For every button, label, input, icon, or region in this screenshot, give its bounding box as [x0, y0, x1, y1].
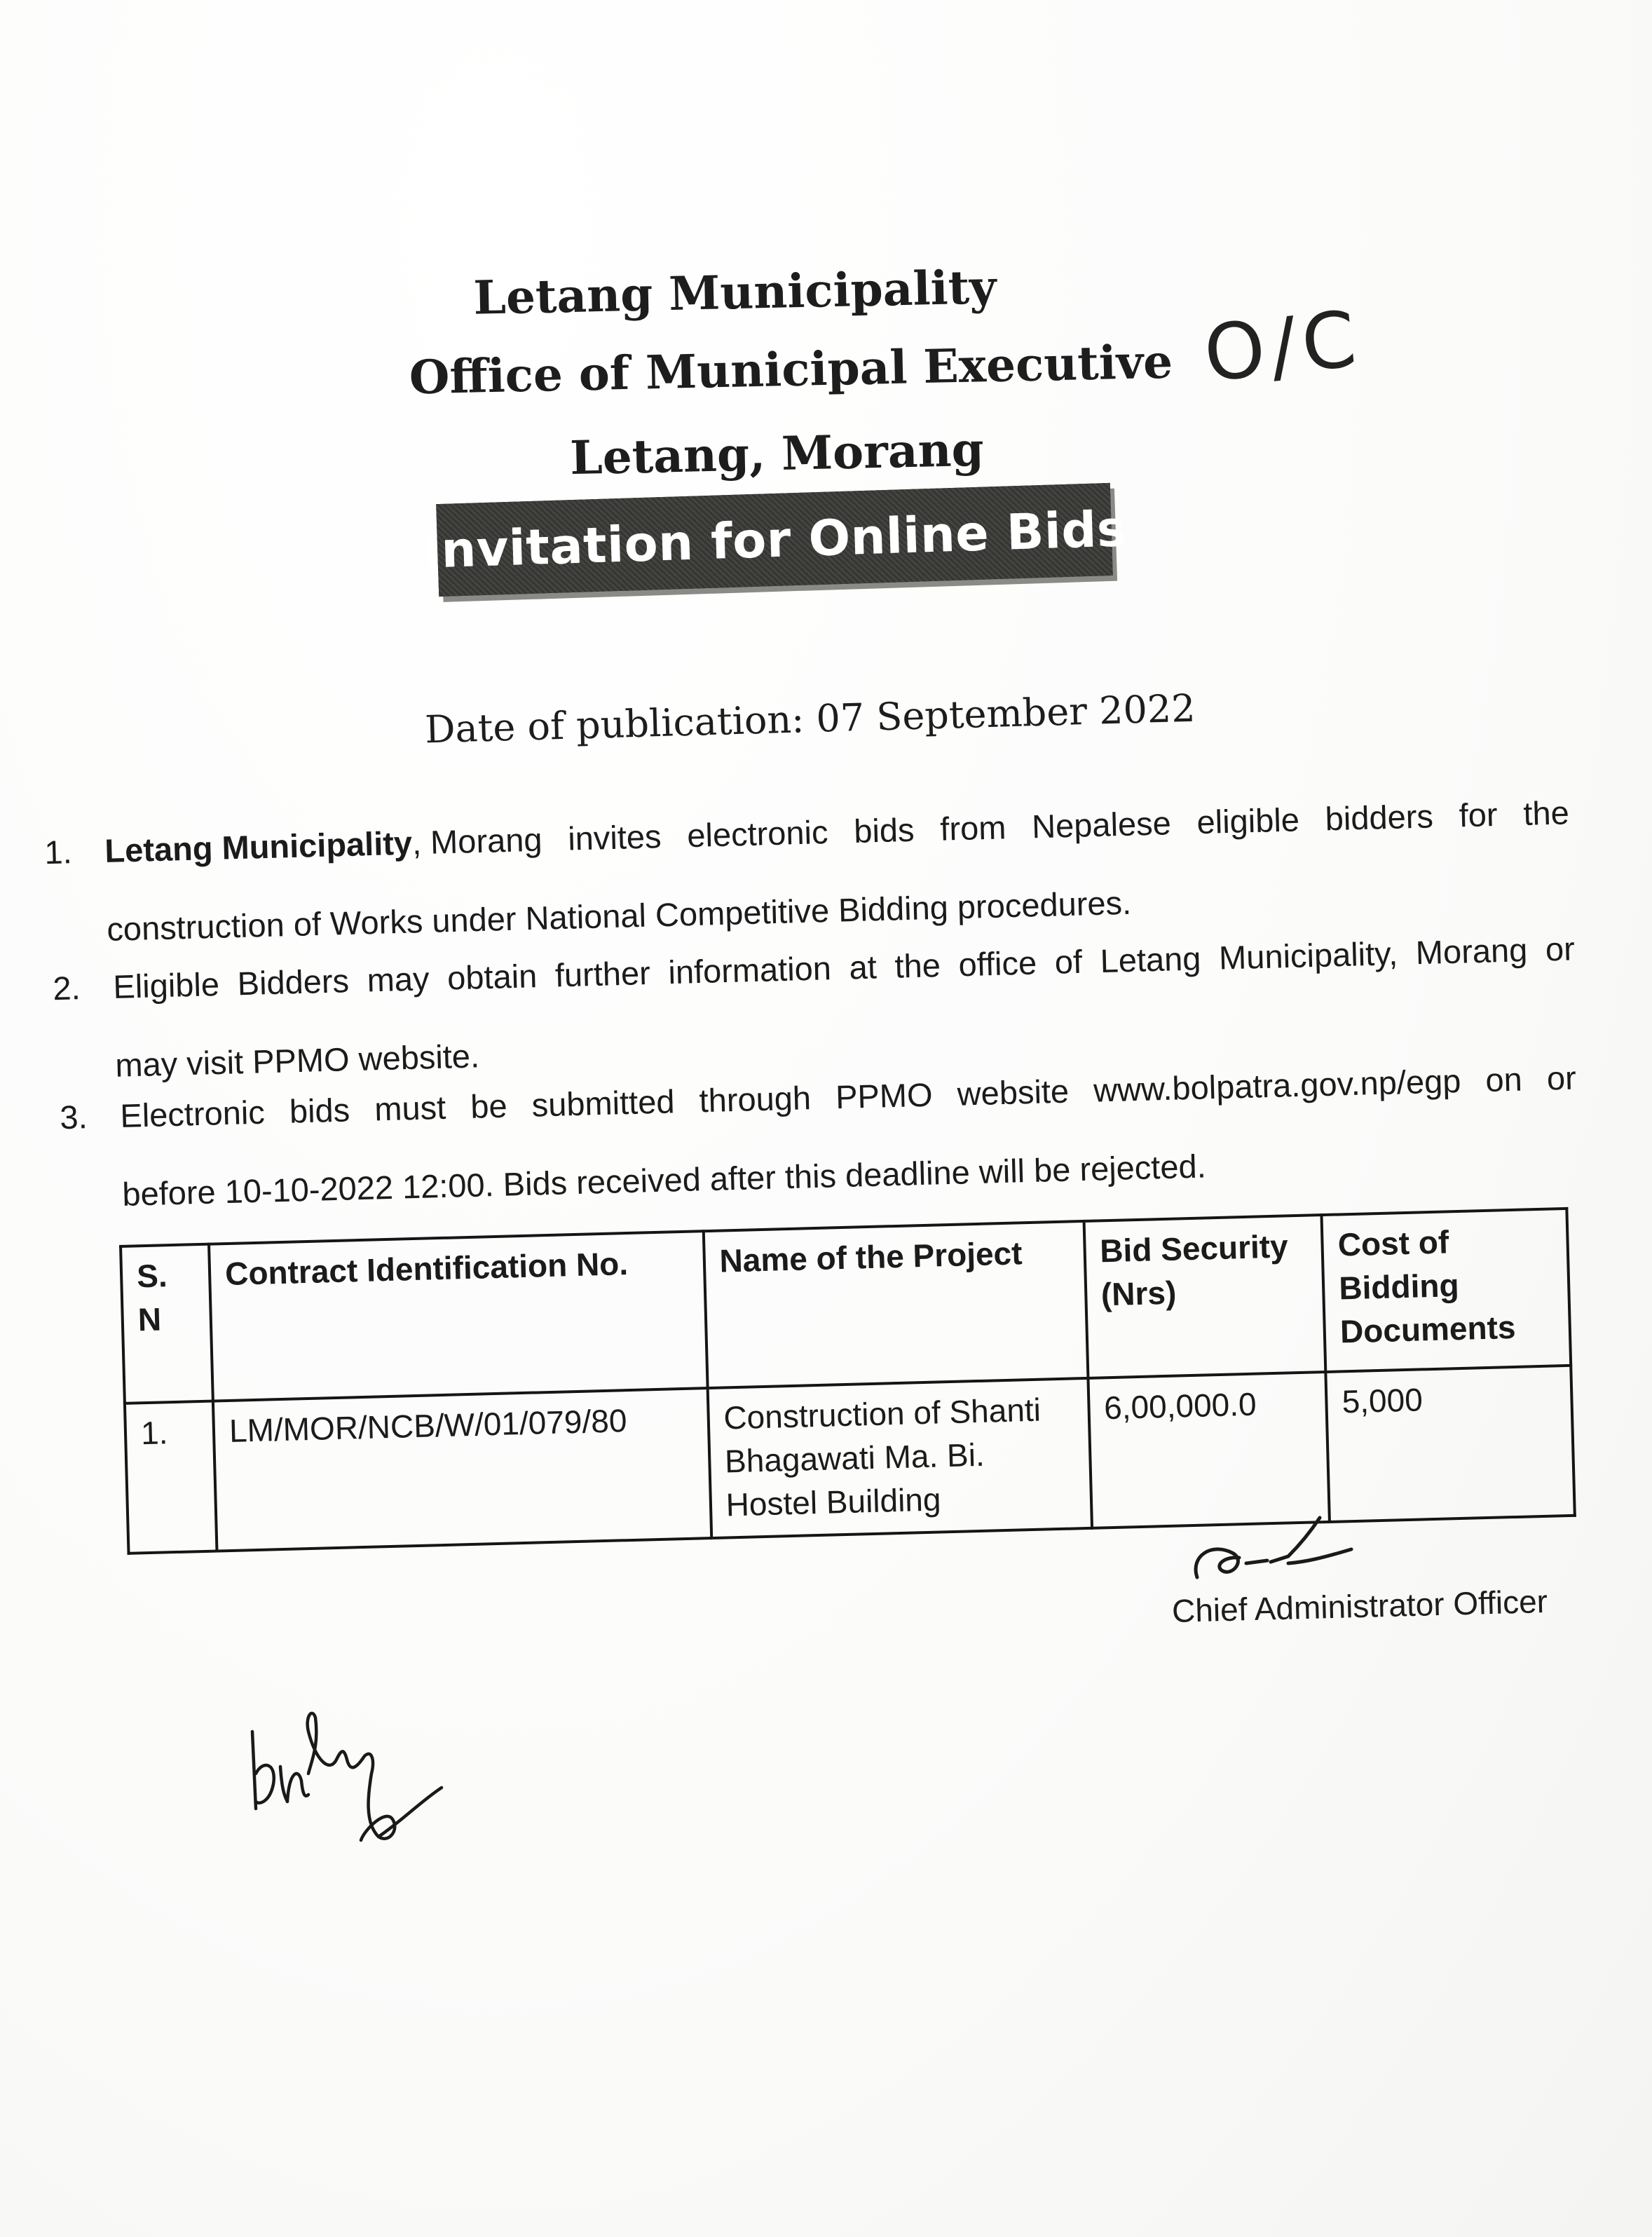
office-location: Letang, Morang	[569, 421, 985, 486]
title-banner	[421, 483, 1128, 597]
word: information	[667, 949, 832, 991]
banner-title: Invitation for Online Bids	[421, 500, 1128, 580]
word: invites	[567, 817, 662, 857]
item-number: 1.	[43, 833, 73, 871]
word: through	[698, 1079, 812, 1120]
word: Bidders	[236, 962, 350, 1002]
word: www.bolpatra.gov.np/egp	[1093, 1061, 1462, 1109]
cell-project: Construction of Shanti Bhagawati Ma. Bi. Hostel Building	[707, 1378, 1091, 1538]
item-text: Letang Municipality, Morang	[104, 820, 543, 869]
word: bids	[289, 1091, 350, 1130]
publication-date: Date of publication: 07 September 2022	[424, 686, 1196, 752]
word: be	[470, 1087, 508, 1125]
header-project: Name of the Project	[703, 1221, 1088, 1388]
word: Eligible	[112, 965, 220, 1005]
header-cost: Cost of Bidding Documents	[1322, 1209, 1571, 1372]
word: for	[1458, 795, 1499, 834]
word: bids	[853, 810, 915, 850]
handwritten-note: O/C	[1199, 293, 1366, 400]
word: PPMO	[835, 1075, 934, 1116]
word: or	[1546, 1059, 1577, 1097]
bold-name: Letang Municipality	[104, 824, 413, 869]
header-sn: S. N	[121, 1244, 213, 1403]
item-line-2: may visit PPMO website.	[114, 1037, 480, 1084]
word: from	[939, 808, 1007, 848]
word: must	[374, 1088, 446, 1128]
word: of	[1054, 942, 1083, 981]
officer-signature	[1183, 1514, 1365, 1591]
word: Electronic	[119, 1093, 266, 1134]
signatory-title: Chief Administrator Officer	[1171, 1582, 1548, 1630]
header-bid-security: Bid Security (Nrs)	[1084, 1215, 1325, 1378]
word: the	[894, 946, 941, 985]
word: Municipality,	[1218, 934, 1398, 977]
item-line-2: before 10-10-2022 12:00. Bids received after this deadline will be rejected.	[121, 1147, 1207, 1213]
word: submitted	[531, 1082, 676, 1124]
word: Morang	[1415, 931, 1528, 972]
word: electronic	[686, 812, 829, 855]
item-line-2: construction of Works under National Competitive Bidding procedures.	[106, 883, 1132, 948]
cell-bid-security: 6,00,000.0	[1088, 1372, 1330, 1528]
word: website	[957, 1072, 1070, 1113]
word: bidders	[1325, 797, 1434, 838]
word: further	[554, 953, 651, 994]
word: office	[957, 944, 1037, 984]
word: or	[1545, 930, 1576, 968]
cell-cost: 5,000	[1326, 1366, 1575, 1522]
word: on	[1484, 1060, 1523, 1099]
word: Nepalese	[1031, 804, 1172, 845]
word: may	[367, 960, 430, 999]
cell-sn: 1.	[125, 1401, 217, 1553]
word: Letang	[1099, 939, 1202, 980]
word: at	[848, 948, 878, 986]
municipality-name: Letang Municipality	[472, 259, 997, 325]
item-number: 2.	[52, 969, 81, 1007]
header-contract-id: Contract Identification No.	[209, 1231, 707, 1401]
handwritten-initials	[238, 1689, 463, 1851]
word: eligible	[1196, 801, 1300, 841]
item-number: 3.	[59, 1098, 88, 1136]
bid-table	[119, 1207, 1576, 1555]
office-name: Office of Municipal Executive	[409, 334, 1173, 405]
word: obtain	[446, 957, 538, 997]
cell-contract-id: LM/MOR/NCB/W/01/079/80	[213, 1388, 711, 1551]
word: the	[1522, 794, 1570, 832]
